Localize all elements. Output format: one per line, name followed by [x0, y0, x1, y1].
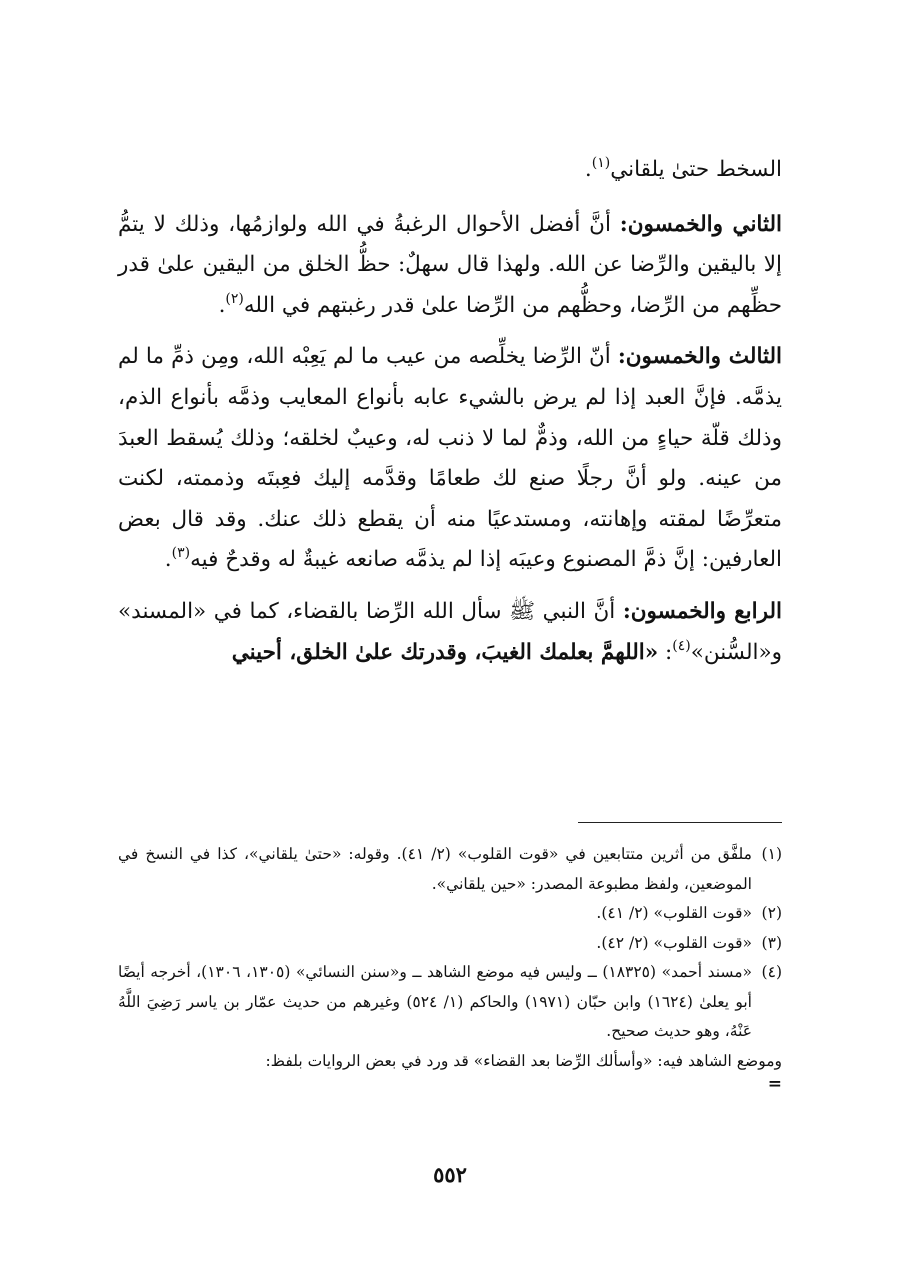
paragraph-1: السخط حتىٰ يلقاني$^{(١)}$. — [584, 155, 782, 182]
footnote-text: وموضع الشاهد فيه: «وأسألك الرِّضا بعد القضاء» قد ورد في بعض الروايات بلفظ: — [265, 1051, 782, 1070]
paragraph-53: الثالث والخمسون: أنّ الرِّضا يخلِّصه من عيب ما لم يَعِبْه الله، ومِن ذمِّ ما لم يذمَّه. فإنَّ العبد إذا لم يرض بالشيء عابه بأنواع المعايب وذمَّه بأنواع الذم، وذلك قلّة حياءٍ من الله، وذمٌّ لما لا ذنب له، وعيبٌ لخلقه؛ وذلك يُسقط العبدَ من عينه. ولو أنَّ رجلًا صنع لك طعامًا وقدَّمه إليك فعِبتَه وذممته، لكنت متعرِّضًا لمقته وإهانته، ومستدعيًا منه أن يقطع ذلك عنك. وقد قال بعض العارفين: إنَّ ذمَّ المصنوع وعيبَه إذا لم يذمَّه صانعه غيبةٌ له وقدحٌ فيه$^{(٣)}$. — [118, 344, 783, 573]
footnote-text: «قوت القلوب» (٢/ ٤٢). — [596, 933, 752, 952]
footnote-text: ملفَّق من أثرين متتابعين في «قوت القلوب» (٢/ ٤١). وقوله: «حتىٰ يلقاني»، كذا في النسخ في الموضعين، ولفظ مطبوعة المصدر: «حين يلقاني». — [118, 845, 752, 893]
footnote-1 — [118, 840, 782, 899]
footnote-ref-2[interactable]: (٢) — [225, 290, 244, 307]
hadith-quote: «اللهمَّ بعلمك الغيبَ، وقدرتك علىٰ الخلق، أحيني — [231, 639, 659, 665]
section-heading-52: الثاني والخمسون: — [619, 211, 782, 237]
footnote-text: «قوت القلوب» (٢/ ٤١). — [596, 904, 752, 922]
continuation-mark: = — [767, 1074, 782, 1094]
page-number: ٥٥٢ — [433, 1162, 467, 1187]
footnote-number: (٣) — [761, 933, 782, 952]
footnote-3 — [118, 929, 782, 959]
main-text — [118, 150, 782, 684]
footnote-separator — [578, 822, 782, 823]
footnote-ref-1[interactable]: (١) — [591, 155, 611, 171]
footnote-4 — [118, 958, 782, 1047]
paragraph-54: الرابع والخمسون: أنَّ النبي ﷺ سأل الله الرِّضا بالقضاء، كما في «المسند» و«السُّنن»$^{(٤)}$: «اللهمَّ بعلمك الغيبَ، وقدرتك علىٰ الخلق، أحيني — [118, 598, 783, 665]
footnote-2 — [118, 899, 782, 929]
footnote-number: (١) — [761, 845, 782, 863]
section-heading-54: الرابع والخمسون: — [622, 598, 783, 624]
footnote-text: «مسند أحمد» (١٨٣٢٥) ــ وليس فيه موضع الشاهد ــ و«سنن النسائي» (١٣٠٥، ١٣٠٦)، أخرجه أيضًا أبو يعلىٰ (١٦٢٤) وابن حبّان (١٩٧١) والحاكم (١/ ٥٢٤) وغيرهم من حديث عمّار بن ياسر رَضِيَ اللَّهُ عَنْهُ، وهو حديث صحيح. — [118, 963, 752, 1040]
section-heading-53: الثالث والخمسون: — [617, 344, 783, 370]
footnote-ref-4[interactable]: (٤) — [672, 637, 691, 654]
footnotes — [118, 840, 782, 1092]
footnote-4-continued — [118, 1047, 782, 1077]
footnote-number: (٤) — [761, 963, 782, 981]
footnote-number: (٢) — [761, 904, 782, 922]
paragraph-52: الثاني والخمسون: أنَّ أفضل الأحوال الرغبةُ في الله ولوازمُها، وذلك لا يتمُّ إلا باليقين والرِّضا عن الله. ولهذا قال سهلٌ: حظُّ الخلق من اليقين علىٰ قدر حظِّهم من الرِّضا، وحظُّهم من الرِّضا علىٰ قدر رغبتهم في الله$^{(٢)}$. — [118, 211, 782, 318]
footnote-ref-3[interactable]: (٣) — [171, 545, 191, 562]
